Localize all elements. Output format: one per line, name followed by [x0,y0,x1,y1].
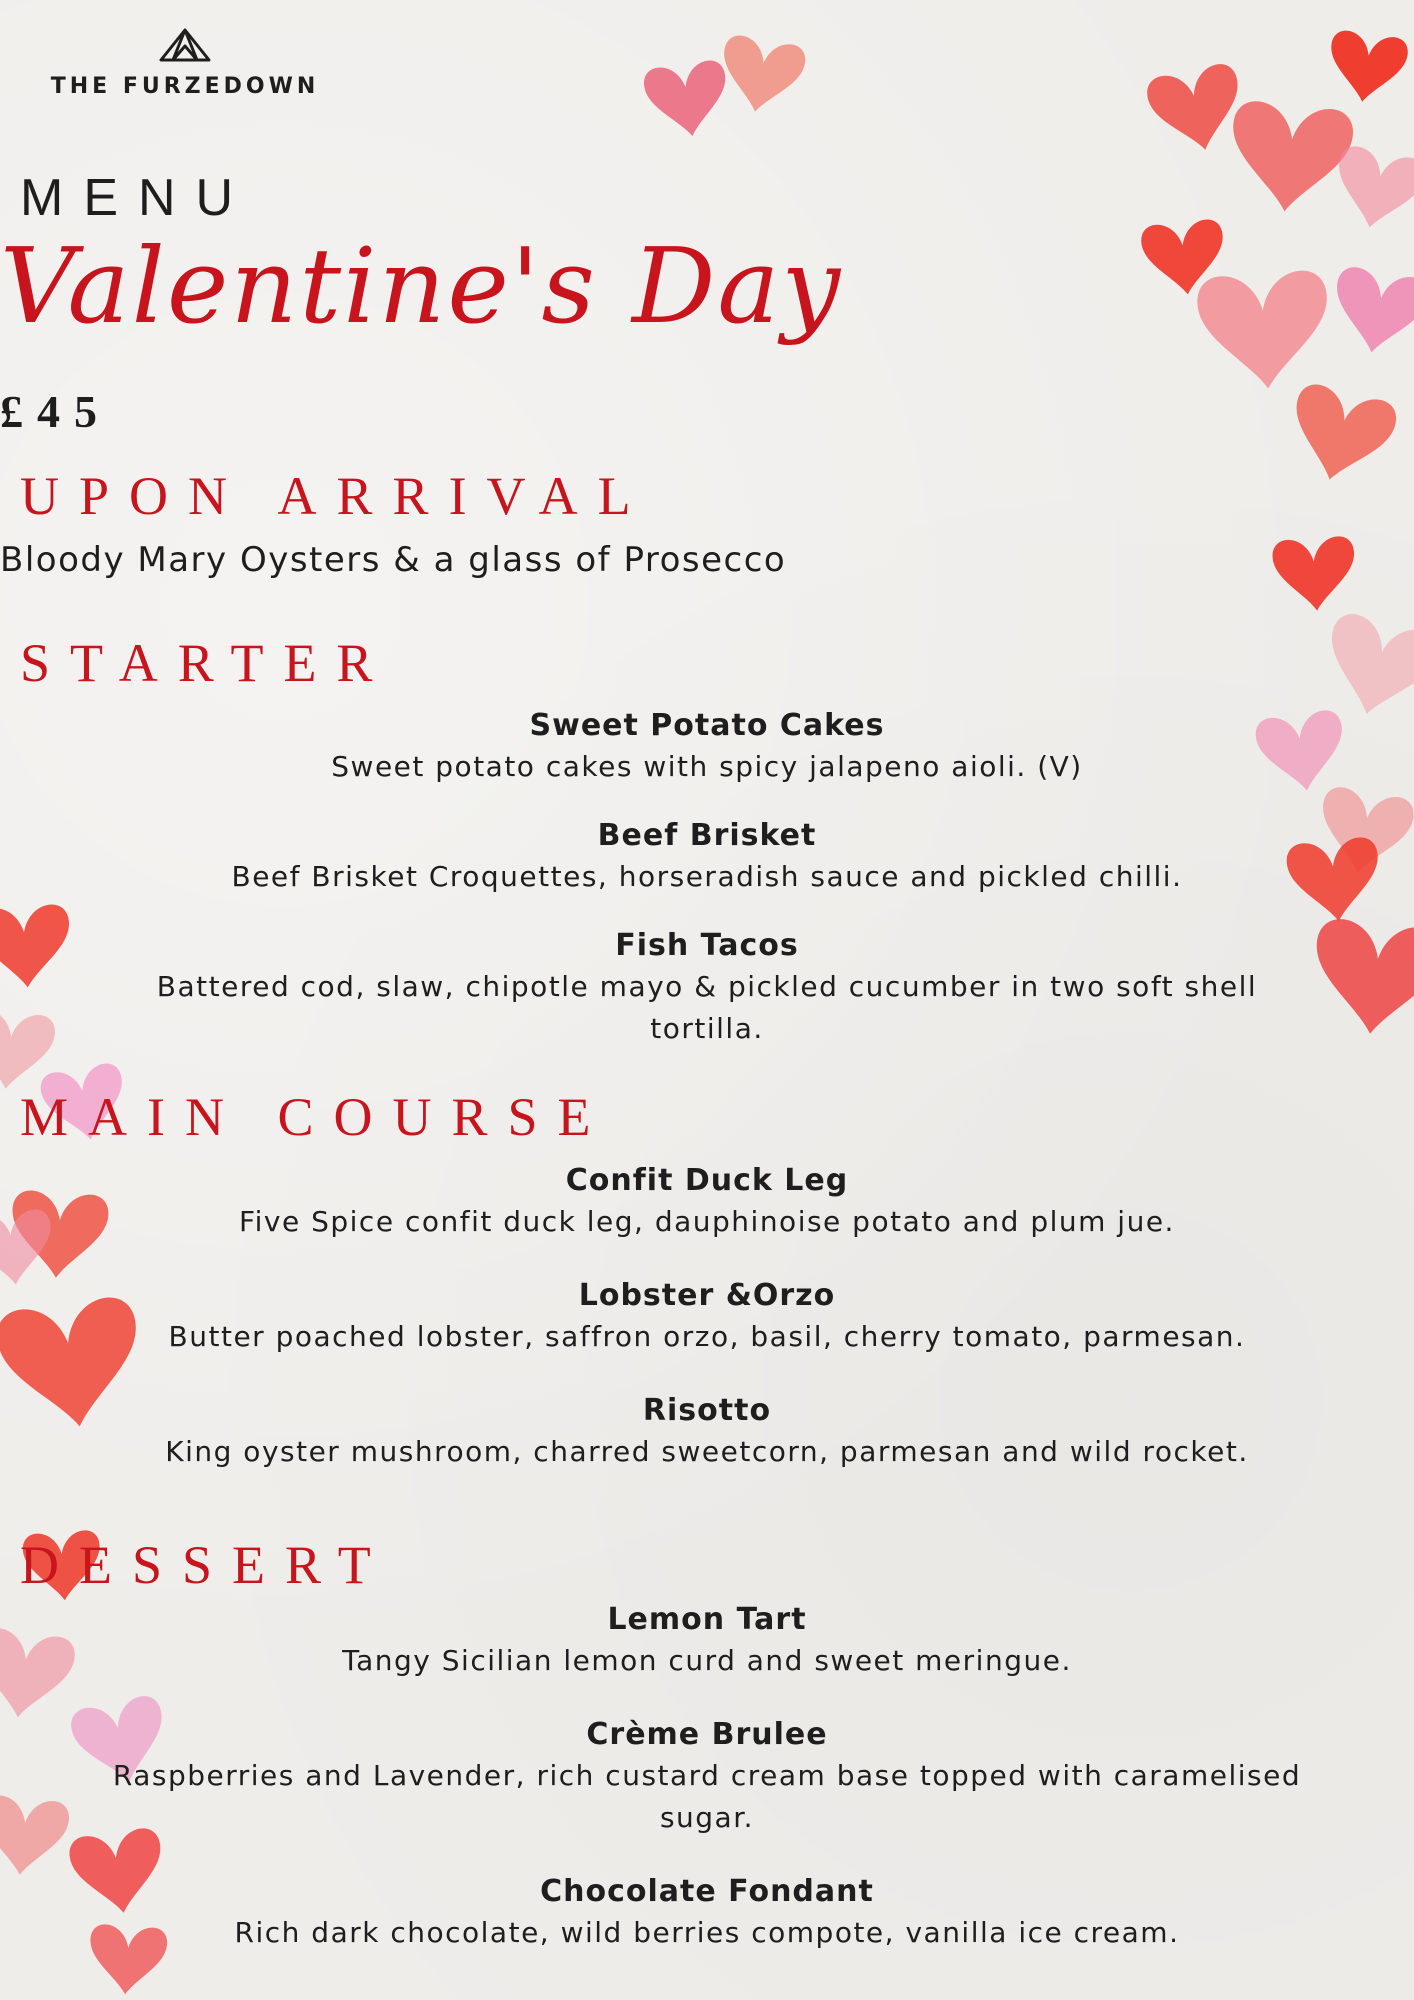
dish-name: Chocolate Fondant [540,1874,874,1909]
dish-item [110,1161,1304,1243]
section-heading-dessert: DESSERT [20,1535,391,1595]
section-heading-starter: STARTER [20,633,393,693]
brand-logo [30,28,340,99]
dish-description: Tangy Sicilian lemon curd and sweet meringue. [342,1644,1072,1677]
triangle-mountain-icon [158,28,212,62]
section-heading-main: MAIN COURSE [20,1087,611,1147]
dish-name: Fish Tacos [615,928,799,963]
dish-item [110,706,1304,788]
dish-name: Beef Brisket [597,818,817,853]
dish-name: Lobster &Orzo [578,1278,836,1313]
dish-item [110,1276,1304,1358]
dish-description: Beef Brisket Croquettes, horseradish sauce and pickled chilli. [231,860,1183,893]
brand-name: THE FURZEDOWN [50,74,320,99]
menu-price: £45 [0,386,111,437]
menu-label: MENU [20,169,254,227]
dish-description: King oyster mushroom, charred sweetcorn, parmesan and wild rocket. [165,1435,1249,1468]
arrival-text: Bloody Mary Oysters & a glass of Prosecco [0,540,787,580]
section-heading-arrival: UPON ARRIVAL [20,466,651,526]
dish-name: Crème Brulee [586,1717,828,1752]
dish-description: Battered cod, slaw, chipotle mayo & pickled cucumber in two soft shell tortilla. [156,970,1258,1045]
dish-description: Butter poached lobster, saffron orzo, basil, cherry tomato, parmesan. [168,1320,1246,1353]
page-title: Valentine's Day [0,225,843,347]
dish-name: Lemon Tart [607,1602,807,1637]
dish-description: Raspberries and Lavender, rich custard cream base topped with caramelised sugar. [112,1759,1302,1834]
heart-icon-cluster-top [642,33,808,142]
dish-item [110,816,1304,898]
dish-description: Sweet potato cakes with spicy jalapeno aioli. (V) [331,750,1083,783]
dish-description: Rich dark chocolate, wild berries compote, vanilla ice cream. [234,1916,1180,1949]
dish-item [110,926,1304,1050]
dish-item [110,1600,1304,1682]
dish-description: Five Spice confit duck leg, dauphinoise potato and plum jue. [239,1205,1175,1238]
dish-item [110,1715,1304,1839]
dish-name: Confit Duck Leg [565,1163,849,1198]
dish-item [110,1872,1304,1954]
dish-item [110,1391,1304,1473]
dish-name: Sweet Potato Cakes [529,708,885,743]
dish-name: Risotto [642,1393,772,1428]
